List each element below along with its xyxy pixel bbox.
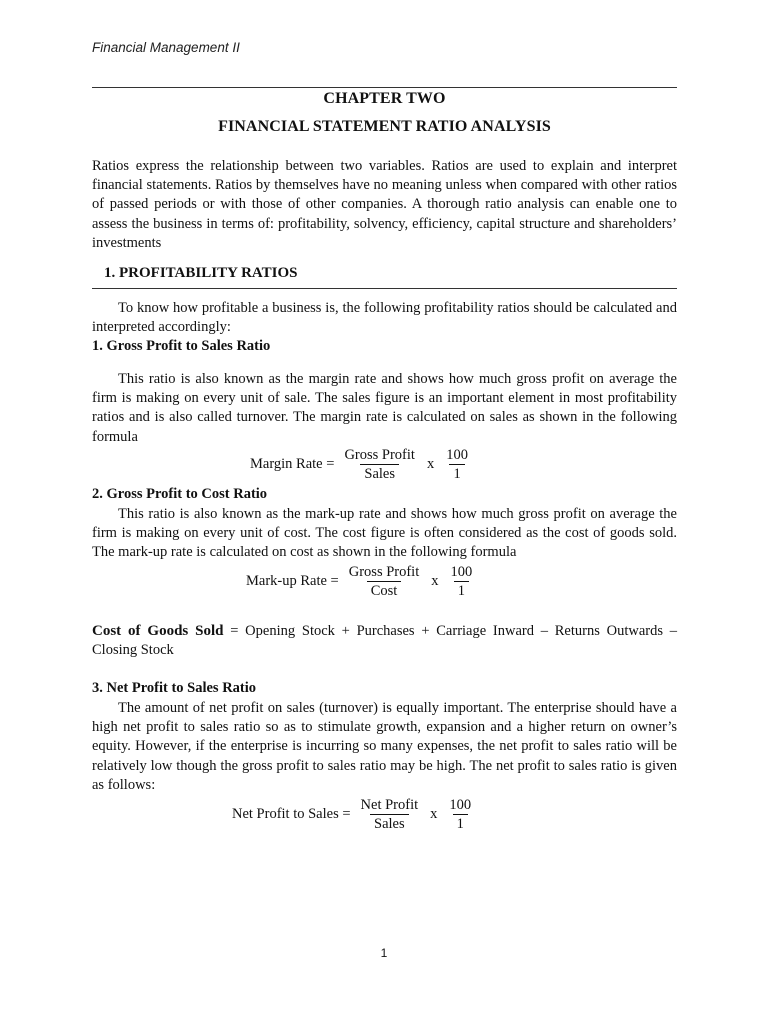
net-profit-sales-formula xyxy=(232,796,481,833)
formula-fraction-100 xyxy=(445,796,475,833)
chapter-title: CHAPTER TWO xyxy=(323,90,446,107)
formula-denominator: Cost xyxy=(367,581,402,600)
formula-numerator-100: 100 xyxy=(450,564,473,580)
formula-times: x xyxy=(426,456,435,472)
section-heading-profitability: 1. PROFITABILITY RATIOS xyxy=(104,265,298,281)
formula-denominator: Sales xyxy=(370,814,409,833)
formula-fraction xyxy=(340,446,419,483)
formula-fraction-100 xyxy=(447,563,477,600)
formula-numerator: Gross Profit xyxy=(344,447,415,463)
section-intro-paragraph: To know how profitable a business is, the following profitability ratios should be calculated and interpreted accordingly: xyxy=(92,300,677,336)
intro-paragraph: Ratios express the relationship between two variables. Ratios are used to explain and interpret financial statements. Ratios by themselves have no meaning unless when compared with other ratios of passed periods or with those of other companies. A thorough ratio analysis can enable one to assess the business in terms of: profitability, solvency, efficiency, capital structure and shareholders’ investments xyxy=(92,158,677,251)
subheading-net-profit-sales: 3. Net Profit to Sales Ratio xyxy=(92,680,257,696)
header-rule xyxy=(92,87,677,88)
formula-fraction xyxy=(357,796,423,833)
formula-fraction-100 xyxy=(442,446,472,483)
subheading-gross-profit-cost: 2. Gross Profit to Cost Ratio xyxy=(92,486,268,502)
chapter-subtitle: FINANCIAL STATEMENT RATIO ANALYSIS xyxy=(218,118,551,135)
formula-denominator-1: 1 xyxy=(449,464,464,483)
section-rule xyxy=(92,288,677,289)
cogs-definition xyxy=(92,622,677,660)
formula-denominator-1: 1 xyxy=(454,581,469,600)
subheading-gross-profit-sales: 1. Gross Profit to Sales Ratio xyxy=(92,338,271,354)
formula-lhs: Net Profit to Sales = xyxy=(232,806,351,822)
formula-lhs: Margin Rate = xyxy=(250,456,335,472)
gross-profit-cost-paragraph: This ratio is also known as the mark-up rate and shows how much gross profit on average the firm is making on every unit of cost. The cost figure is often considered as the cost of goods sold. The mark-up rate is calculated on cost as shown in the following formula xyxy=(92,506,677,561)
formula-lhs: Mark-up Rate = xyxy=(246,573,339,589)
formula-times: x xyxy=(431,573,439,589)
running-header: Financial Management II xyxy=(92,40,240,55)
formula-times: x xyxy=(430,806,438,822)
margin-rate-formula xyxy=(250,446,478,483)
formula-denominator: Sales xyxy=(360,464,399,483)
formula-numerator-100: 100 xyxy=(446,447,468,463)
cogs-label: Cost of Goods Sold xyxy=(92,623,224,639)
formula-numerator: Gross Profit xyxy=(348,564,420,580)
formula-denominator-1: 1 xyxy=(453,814,468,833)
net-profit-sales-paragraph: The amount of net profit on sales (turnover) is equally important. The enterprise should have a high net profit to sales ratio so as to stimulate growth, expansion and a higher return on owner’s equity. However, if the enterprise is incurring so many expenses, the net profit to sales ratio will be relatively low though the gross profit to sales ratio may be high. The net profit to sales ratio is given as follows: xyxy=(92,700,677,793)
page-number: 1 xyxy=(380,946,388,960)
formula-numerator: Net Profit xyxy=(360,797,419,813)
gross-profit-sales-paragraph: This ratio is also known as the margin rate and shows how much gross profit on average the firm is making on every unit of sale. The sales figure is an important element in most profitability ratios and is also called turnover. The margin rate is calculated on sales as shown in the following formula xyxy=(92,371,677,445)
formula-fraction xyxy=(345,563,424,600)
markup-rate-formula xyxy=(246,563,482,600)
cogs-text: = Opening Stock + Purchases + Carriage Inward – Returns Outwards – Closing Stock xyxy=(92,623,677,659)
formula-numerator-100: 100 xyxy=(449,797,472,813)
